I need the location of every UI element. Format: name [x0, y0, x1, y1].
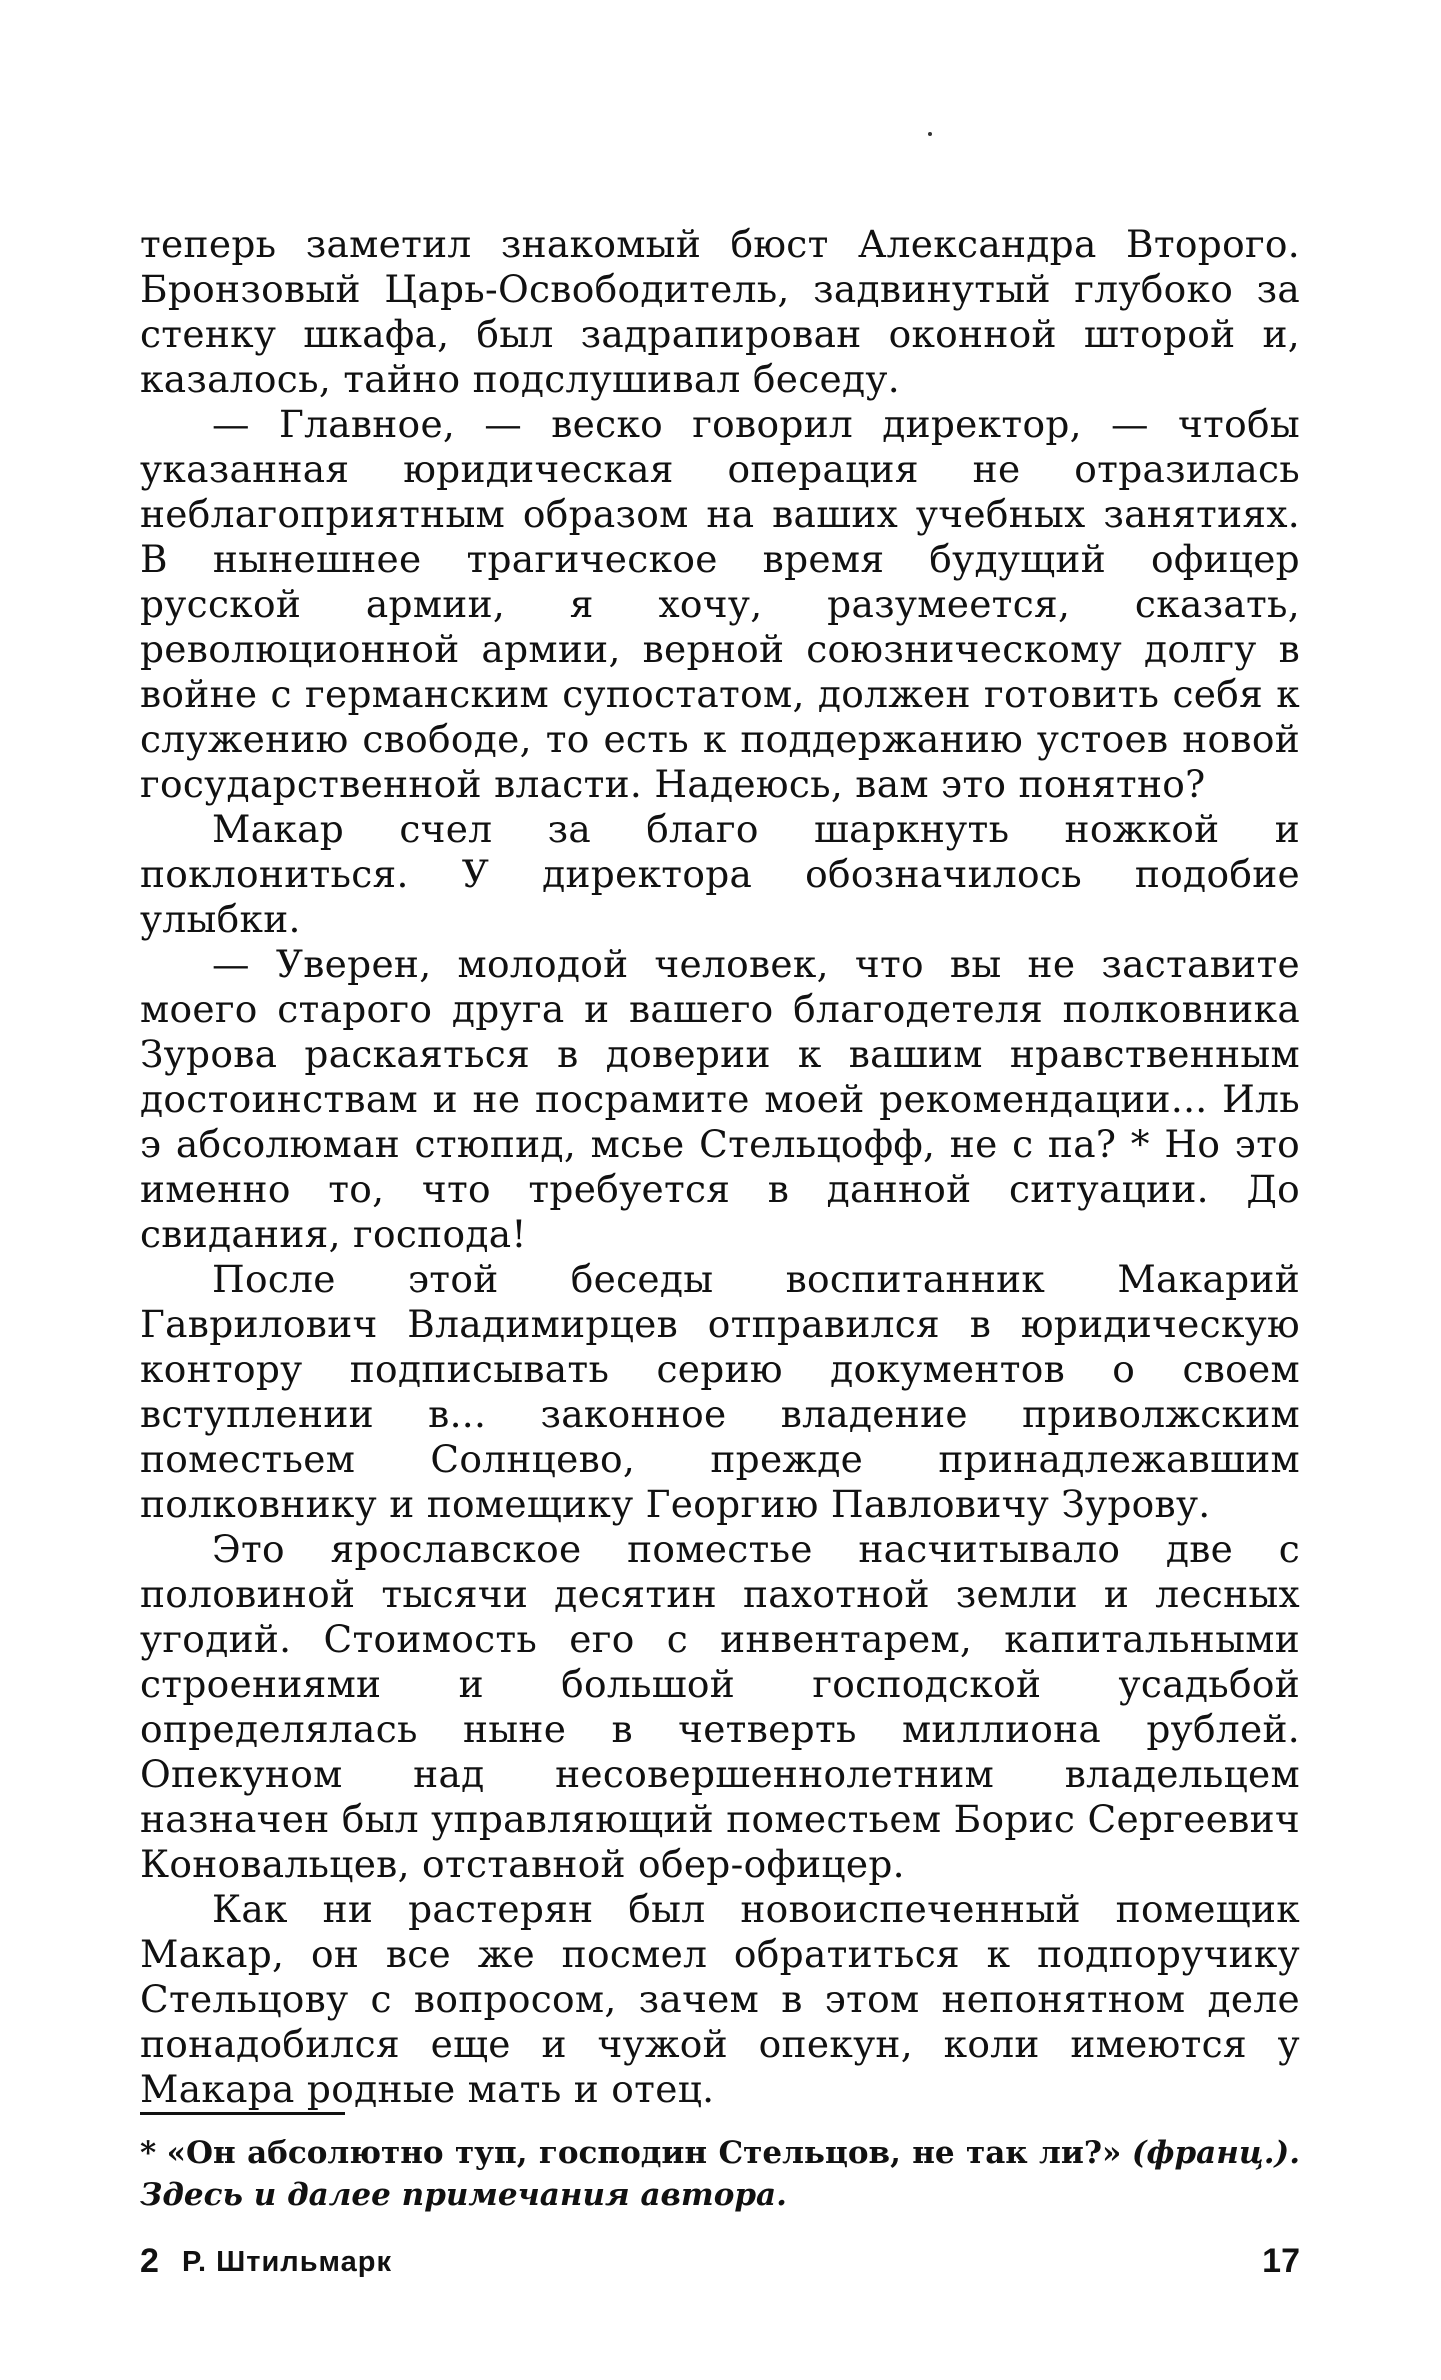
paragraph: После этой беседы воспитанник Макарий Гаврилович Владимирцев отправился в юридическую контору подписывать серию документов о своем вступлении в... законное владение приволжским поместьем Солнцево, прежде принадлежавшим полковнику и помещику Георгию Павловичу Зурову. — [140, 1257, 1300, 1526]
footnote-marker: * — [140, 2135, 157, 2171]
footnote — [140, 2132, 1300, 2216]
paragraph: Макар счел за благо шаркнуть ножкой и поклониться. У директора обозначилось подобие улыбки. — [140, 807, 1300, 941]
paper-speck — [928, 132, 932, 136]
signature-number: 2 — [140, 2242, 159, 2280]
page-footer — [140, 2242, 1300, 2282]
signature-text: Р. Штильмарк — [182, 2246, 392, 2278]
footnote-note: (франц.). Здесь и далее примечания автора. — [140, 2135, 1300, 2213]
page-number: 17 — [1262, 2242, 1300, 2280]
page-body — [140, 222, 1300, 2112]
footnote-quote: «Он абсолютно туп, господин Стельцов, не так ли?» — [166, 2135, 1122, 2171]
paragraph: — Главное, — веско говорил директор, — чтобы указанная юридическая операция не отразилась неблагоприятным образом на ваших учебных занятиях. В нынешнее трагическое время будущий офицер русской армии, я хочу, разумеется, сказать, революционной армии, верной союзническому долгу в войне с германским супостатом, должен готовить себя к служению свободе, то есть к поддержанию устоев новой государственной власти. Надеюсь, вам это понятно? — [140, 402, 1300, 806]
paragraph: Как ни растерян был новоиспеченный помещик Макар, он все же посмел обратиться к подпоручику Стельцову с вопросом, зачем в этом непонятном деле понадобился еще и чужой опекун, коли имеются у Макара родные мать и отец. — [140, 1887, 1300, 2111]
paragraph: — Уверен, молодой человек, что вы не заставите моего старого друга и вашего благодетеля полковника Зурова раскаяться в доверии к вашим нравственным достоинствам и не посрамите моей рекомендации... Иль э абсолюман стюпид, мсье Стельцофф, не с па? * Но это именно то, что требуется в данной ситуации. До свидания, господа! — [140, 942, 1300, 1256]
footnote-divider — [140, 2112, 345, 2115]
paragraph: теперь заметил знакомый бюст Александра Второго. Бронзовый Царь-Освободитель, задвинутый глубоко за стенку шкафа, был задрапирован оконной шторой и, казалось, тайно подслушивал беседу. — [140, 222, 1300, 401]
paragraph: Это ярославское поместье насчитывало две с половиной тысячи десятин пахотной земли и лесных угодий. Стоимость его с инвентарем, капитальными строениями и большой господской усадьбой определялась ныне в четверть миллиона рублей. Опекуном над несовершеннолетним владельцем назначен был управляющий поместьем Борис Сергеевич Коновальцев, отставной обер-офицер. — [140, 1527, 1300, 1886]
